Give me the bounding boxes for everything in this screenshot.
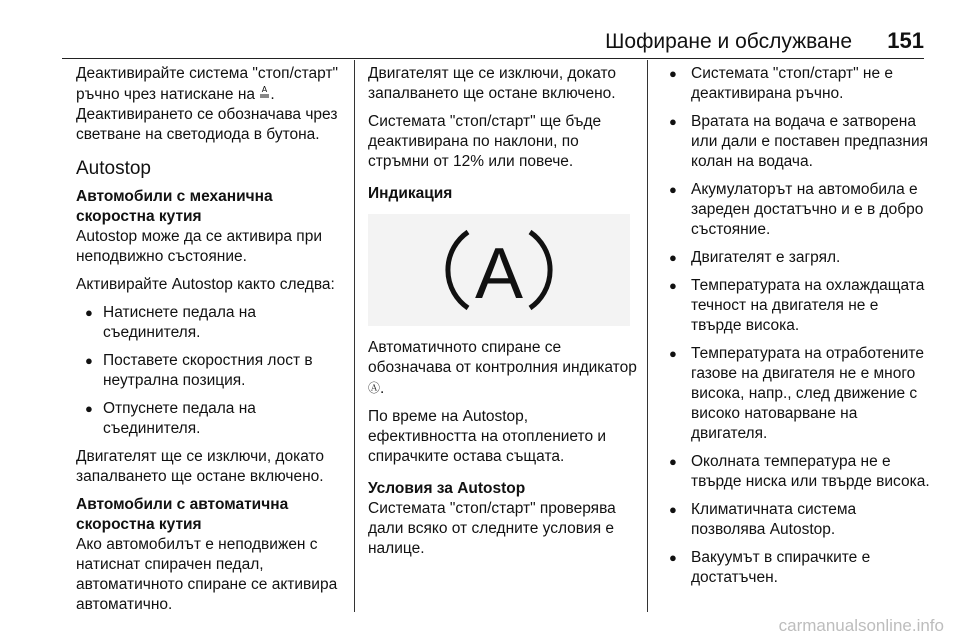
manual-gearbox-text: Autostop може да се активира при неподвижно състояние. [76,228,322,265]
column-left [76,64,348,623]
list-item: ● Вакуумът в спирачките е достатъчен. [665,548,933,588]
column-divider [354,60,355,612]
intro-paragraph: Деактивирайте система "стоп/старт" ръчно чрез натискане на A . Деактивирането се обозначава чрез светване на светодиода в бутона. [76,65,339,143]
conditions-list [665,64,933,588]
svg-text:A: A [262,85,268,94]
list-item: ● Натиснете педала на съединителя. [76,303,348,343]
list-item: ● Температурата на отработените газове на двигателя не е много висока, напр., след движение с високо натоварване на двигателя. [665,344,933,444]
page-number: 151 [887,28,924,53]
autostop-indicator-icon [424,218,574,322]
autostop-indicator-illustration [368,214,630,326]
watermark: carmanualsonline.info [778,616,944,635]
list-item: ● Системата "стоп/старт" не е деактивирана ръчно. [665,64,933,104]
indicator-letter: A [474,234,524,314]
page-title: Шофиране и обслужване [605,30,852,53]
activate-text: Активирайте Autostop както следва: [76,276,335,293]
list-item: ● Отпуснете педала на съединителя. [76,399,348,439]
heading-indication: Индикация [368,185,453,202]
list-item: ● Акумулаторът на автомобила е зареден достатъчно и е в добро състояние. [665,180,933,240]
autostop-off-button-icon [259,84,270,104]
list-item: ● Двигателят е загрял. [665,248,933,268]
subheading-automatic-gearbox: Автомобили с автоматична скоростна кутия [76,496,289,533]
list-item: ● Температурата на охлаждащата течност на двигателя не е твърде висока. [665,276,933,336]
conditions-intro: Системата "стоп/старт" проверява дали всяко от следните условия е налице. [368,500,616,557]
engine-off-text: Двигателят ще се изключи, докато запалването ще остане включено. [76,448,325,485]
subheading-manual-gearbox: Автомобили с механична скоростна кутия [76,188,273,225]
engine-off-text: Двигателят ще се изключи, докато запалването ще остане включено. [368,65,617,102]
list-item: ● Вратата на водача е затворена или дали е поставен предпазния колан на водача. [665,112,933,172]
column-divider [647,60,648,612]
list-item: ● Околната температура не е твърде ниска или твърде висока. [665,452,933,492]
indicator-description: Автоматичното спиране се обозначава от контролния индикатор Ⓐ. [368,339,637,397]
activation-steps [76,303,348,439]
heading-conditions: Условия за Autostop [368,480,526,497]
incline-text: Системата "стоп/старт" ще бъде деактивирана по наклони, по стръмни от 12% или повече. [368,113,602,170]
column-middle [368,64,640,567]
heading-autostop: Autostop [76,158,151,179]
list-item: ● Поставете скоростния лост в неутрална позиция. [76,351,348,391]
column-right [665,64,933,596]
heating-text: По време на Autostop, ефективността на отоплението и спирачките остава същата. [368,408,607,465]
list-item: ● Климатичната система позволява Autostop. [665,500,933,540]
automatic-gearbox-text: Ако автомобилът е неподвижен с натиснат спирачен педал, автоматичното спиране се активира автоматично. [76,536,338,613]
autostop-indicator-small-icon: Ⓐ [368,381,381,395]
page-header [62,28,924,59]
